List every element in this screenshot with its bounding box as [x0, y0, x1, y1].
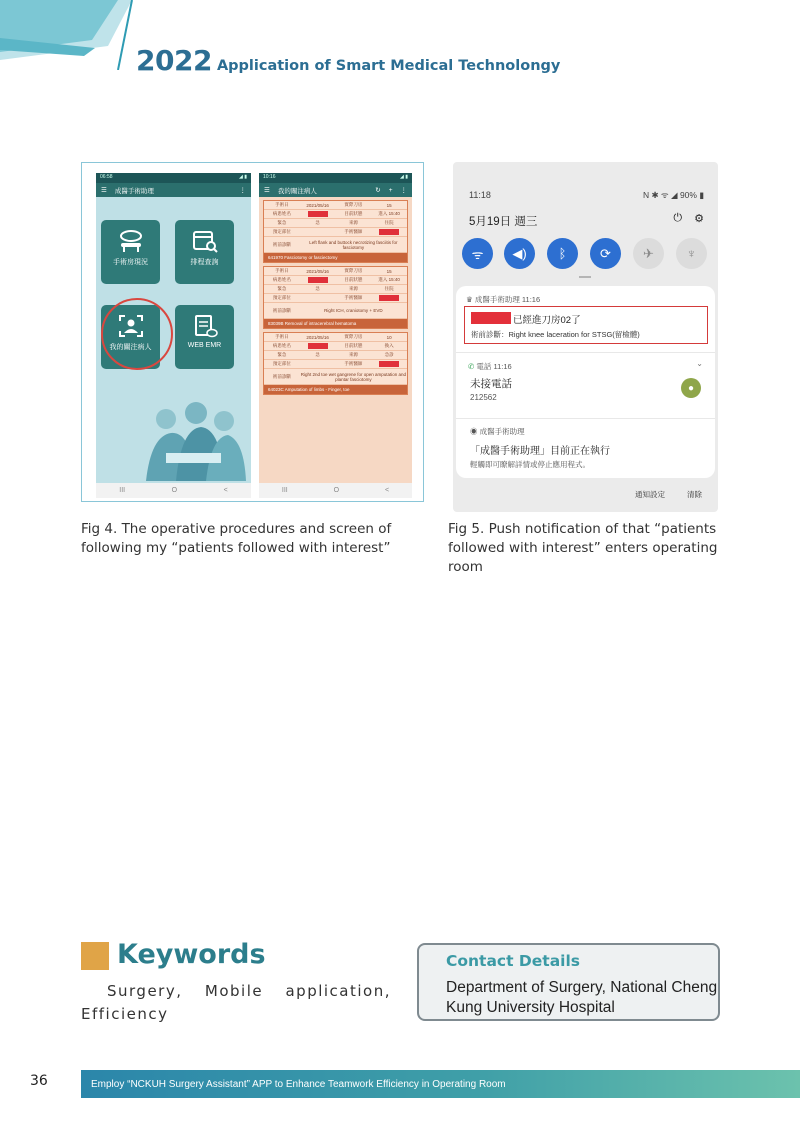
header-year: 2022 — [136, 44, 212, 77]
patient-card-cell: 手術日 — [275, 202, 289, 207]
patient-card-cell: 住院 — [384, 220, 394, 225]
recent-apps-button[interactable]: III — [119, 487, 126, 494]
back-button[interactable]: < — [384, 487, 390, 494]
missed-call-icon: ✆ — [468, 362, 475, 371]
missed-call-header — [468, 361, 512, 372]
keywords-title: Keywords — [117, 939, 266, 970]
notification-app-name: 成醫手術助理 — [479, 427, 525, 436]
patient-card-cell: 急 — [315, 352, 320, 357]
clear-button[interactable]: 清除 — [687, 490, 702, 499]
recent-apps-button[interactable]: III — [281, 487, 288, 494]
tile-web-emr[interactable] — [175, 305, 234, 369]
patient-card-cell: 來源 — [348, 286, 358, 291]
airplane-toggle-icon[interactable]: ✈ — [633, 238, 664, 269]
tile-label: 手術房現況 — [113, 259, 148, 266]
contact-title: Contact Details — [446, 952, 581, 970]
patient-card-cell: 目前狀態 — [344, 277, 363, 282]
more-icon[interactable]: ⋮ — [239, 187, 246, 194]
contact-body: Department of Surgery, National Cheng Kung University Hospital — [446, 979, 718, 1016]
patient-card[interactable] — [263, 266, 408, 329]
patient-card[interactable] — [263, 200, 408, 263]
patient-card-row — [264, 237, 407, 253]
patient-card-cell: 手術醫師 — [344, 229, 363, 234]
patient-card-cell: 來源 — [348, 352, 358, 357]
tile-or-status[interactable] — [101, 220, 160, 284]
patient-card-cell: 2021/05/16 — [306, 202, 329, 208]
patient-card-cell: 術前診斷 — [272, 241, 291, 247]
patient-card-row — [264, 285, 407, 294]
patient-card-cell: 術前診斷 — [272, 373, 291, 379]
figure-4-caption: Fig 4. The operative procedures and screen of following my “patients followed with interest” — [81, 521, 392, 556]
figure-5 — [453, 162, 718, 512]
crown-icon: ♛ — [466, 295, 473, 304]
notification-settings-button[interactable]: 通知設定 — [635, 490, 665, 499]
highlighted-notification[interactable] — [464, 306, 708, 344]
patient-card-cell: 換入 — [384, 343, 394, 348]
redacted-box — [379, 361, 399, 367]
figure-5-caption: Fig 5. Push notification of that “patients followed with interest” enters operating room — [448, 521, 718, 575]
redacted-box — [308, 277, 328, 283]
flashlight-toggle-icon[interactable]: ♆ — [676, 238, 707, 269]
procedure-footer: 64023C Amputation of limbs - Finger, toe — [264, 385, 407, 394]
patient-card-cell: 急診 — [384, 352, 394, 357]
patient-card-cell: 住院 — [384, 286, 394, 291]
patient-card-row — [264, 276, 407, 285]
patient-card-row — [264, 333, 407, 342]
patient-card-cell: 緊急 — [277, 286, 287, 291]
patient-card-cell: 15 — [386, 268, 392, 274]
patient-card-cell: 實際刀房 — [344, 202, 363, 207]
patient-card-cell: 病患姓名 — [272, 343, 291, 348]
running-app-title[interactable]: 「成醫手術助理」目前正在執行 — [470, 446, 610, 457]
redacted-box — [308, 343, 328, 349]
document-cloud-icon — [192, 314, 218, 338]
surgery-bed-icon — [118, 229, 144, 253]
patient-card-cell: 預定部位 — [272, 361, 291, 366]
patient-card-row — [264, 228, 407, 237]
notification-body: 術前診斷：Right knee laceration for STSG(留檢體) — [471, 330, 640, 339]
patient-card-cell: 預定部位 — [272, 229, 291, 234]
add-icon[interactable]: + — [388, 186, 393, 194]
nav-bar — [96, 483, 251, 498]
patient-card-cell: 手術日 — [275, 268, 289, 273]
patient-list — [259, 200, 412, 395]
redacted-name — [471, 312, 511, 324]
footer-bar — [81, 1070, 800, 1098]
app-bar — [259, 183, 412, 197]
app-badge-icon: ◉ — [470, 427, 478, 436]
patient-card-cell: 急 — [315, 220, 320, 225]
notification-title: 已經進刀房02了 — [513, 315, 581, 326]
patient-card-row — [264, 369, 407, 385]
running-app-body: 輕觸即可瞭解詳情或停止應用程式。 — [470, 460, 590, 469]
calendar-search-icon — [192, 229, 218, 253]
patient-card-cell — [300, 211, 336, 218]
keywords-marker — [81, 942, 109, 970]
patient-card-cell: 2021/05/16 — [306, 268, 329, 274]
home-button[interactable]: O — [171, 487, 178, 494]
status-icons: N ✱ ᯤ ◢ 90% ▮ — [642, 190, 704, 200]
refresh-icon[interactable]: ↻ — [375, 187, 381, 194]
header-subtitle: Application of Smart Medical Technolongy — [216, 58, 561, 74]
redacted-box — [308, 211, 328, 217]
status-time: 11:18 — [469, 190, 491, 200]
notification-app-name: 電話 11:16 — [476, 362, 512, 371]
notification-app-header — [466, 294, 540, 305]
patient-card-cell: 實際刀房 — [344, 334, 363, 339]
patient-card-cell — [371, 229, 407, 236]
patient-card-cell — [371, 361, 407, 368]
notification-app-name: 成醫手術助理 11:16 — [474, 295, 541, 304]
chevron-down-icon[interactable]: ⌄ — [696, 359, 703, 368]
tile-label: 我的關注病人 — [109, 344, 152, 351]
patient-card-row — [264, 267, 407, 276]
highlight-circle — [101, 298, 173, 370]
date-label: 5月19日 週三 — [469, 216, 538, 228]
patient-card-cell: 緊急 — [277, 220, 287, 225]
patient-card-cell: 手術醫師 — [344, 295, 363, 300]
tile-label: 排程查詢 — [190, 259, 219, 266]
surgeons-illustration — [136, 401, 246, 481]
app-title: 成醫手術助理 — [114, 187, 154, 195]
phone-screen-patients — [259, 173, 412, 498]
panel-handle[interactable] — [579, 276, 591, 278]
wifi-toggle-icon[interactable]: ᯤ — [462, 238, 493, 269]
patient-card-cell: 急 — [315, 286, 320, 291]
patient-card-cell: 10 — [386, 334, 392, 340]
more-icon[interactable]: ⋮ — [400, 187, 407, 194]
power-icon[interactable]: ⏻ — [673, 212, 683, 224]
patient-card-row — [264, 342, 407, 351]
menu-icon[interactable]: ☰ — [264, 187, 270, 194]
procedure-footer: 641970 Fasciotomy or fasciectomy — [264, 253, 407, 262]
page-number: 36 — [30, 1073, 48, 1089]
patient-card-row — [264, 294, 407, 303]
patient-card-cell: Left flank and buttock necrotizing fasciitis for fasciotomy — [309, 239, 398, 250]
status-bar: 06:58 ◢ ▮ — [96, 173, 251, 183]
sound-toggle-icon[interactable]: ◀) — [504, 238, 535, 269]
notification-card — [456, 286, 715, 478]
status-bar: 10:16 ◢ ▮ — [259, 173, 412, 183]
patient-card-cell: 術前診斷 — [272, 307, 291, 313]
patient-card-row — [264, 210, 407, 219]
keywords-body: Surgery, Mobile application, Efficiency — [81, 982, 391, 1023]
patient-card-cell: Right 2nd toe wet gangrene for open amputation and plantar fasciotomy — [300, 371, 407, 382]
corner-decoration — [0, 0, 140, 70]
tile-schedule-search[interactable] — [175, 220, 234, 284]
patient-card-cell: 病患姓名 — [272, 277, 291, 282]
tile-label: WEB EMR — [187, 342, 222, 349]
patient-card-cell: 手術醫師 — [344, 361, 363, 366]
procedure-footer: 83039B Removal of intracerebral hematoma — [264, 319, 407, 328]
patient-card-cell: 緊急 — [277, 352, 287, 357]
patient-card-cell — [300, 343, 336, 350]
figure-4 — [81, 162, 424, 502]
status-time: 06:58 — [100, 174, 113, 180]
patient-card-cell — [371, 295, 407, 302]
patient-card-cell: 手術日 — [275, 334, 289, 339]
patient-card-cell: 進入 15:40 — [378, 277, 400, 282]
patient-card-cell: 進入 15:40 — [378, 211, 400, 216]
auto-rotate-toggle-icon[interactable]: ⟳ — [590, 238, 621, 269]
contact-box — [417, 943, 720, 1021]
bluetooth-toggle-icon[interactable]: ᛒ — [547, 238, 578, 269]
back-button[interactable]: < — [223, 487, 228, 494]
redacted-box — [379, 295, 399, 301]
patient-card[interactable] — [263, 332, 408, 395]
divider — [456, 418, 715, 419]
missed-call-number: 212562 — [470, 393, 497, 402]
patient-card-cell: 2021/05/16 — [306, 334, 329, 340]
patient-card-cell: 目前狀態 — [344, 211, 363, 216]
divider — [456, 352, 715, 353]
quick-controls — [673, 212, 704, 225]
redacted-box — [379, 229, 399, 235]
avatar[interactable]: ● — [681, 378, 701, 398]
footer-text: Employ “NCKUH Surgery Assistant” APP to Enhance Teamwork Efficiency in Operating Room — [91, 1078, 506, 1090]
nav-bar — [259, 483, 412, 498]
patient-card-cell: 來源 — [348, 220, 358, 225]
patient-card-cell: 實際刀房 — [344, 268, 363, 273]
patient-card-row — [264, 351, 407, 360]
settings-gear-icon[interactable]: ⚙ — [694, 213, 704, 225]
patient-card-cell: 預定部位 — [272, 295, 291, 300]
notification-actions — [635, 489, 702, 500]
patient-card-cell — [300, 277, 336, 284]
app-title: 我的關注病人 — [277, 187, 317, 195]
patient-card-row — [264, 303, 407, 319]
running-app-header — [470, 426, 525, 437]
patient-card-cell: 15 — [386, 202, 392, 208]
missed-call-title[interactable]: 未接電話 — [470, 378, 512, 390]
menu-icon[interactable]: ☰ — [101, 187, 107, 194]
patient-card-row — [264, 219, 407, 228]
app-bar — [96, 183, 251, 197]
home-button[interactable]: O — [333, 487, 340, 494]
patient-card-cell: Right ICH, craniotomy + EVD — [324, 308, 383, 313]
patient-card-cell: 病患姓名 — [272, 211, 291, 216]
patient-card-row — [264, 360, 407, 369]
patient-card-row — [264, 201, 407, 210]
phone-screen-home — [96, 173, 251, 498]
patient-card-cell: 目前狀態 — [344, 343, 363, 348]
page-header — [136, 44, 560, 77]
status-time: 10:16 — [263, 174, 276, 180]
